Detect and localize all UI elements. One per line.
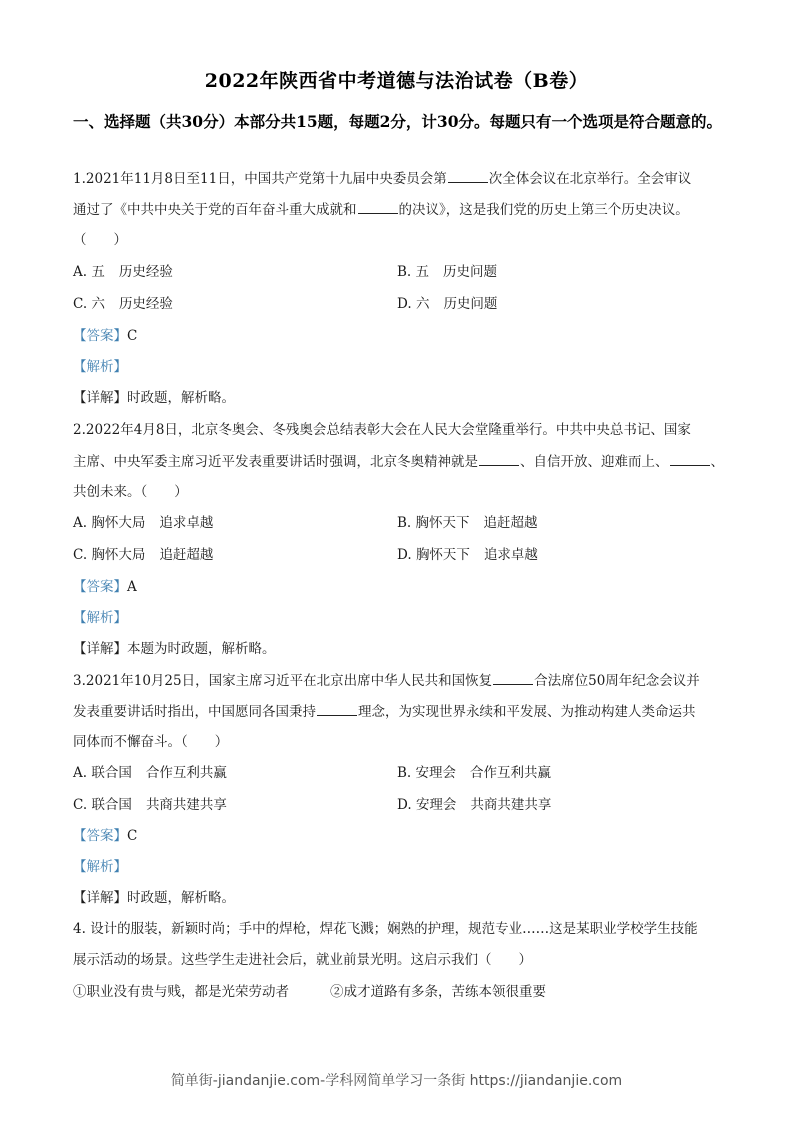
question-text: 的决议》，这是我们党的历史上第三个历史决议。: [398, 202, 689, 218]
option-c: [73, 795, 227, 815]
option-c: [73, 545, 213, 565]
detail-line: [73, 639, 733, 659]
option-text: 共商共建共享: [145, 797, 227, 813]
option-letter: C.: [73, 296, 88, 312]
fill-blank: [493, 670, 533, 685]
option-text: 联合国: [91, 765, 132, 781]
option-a: [73, 513, 213, 533]
option-text: 追求卓越: [483, 547, 538, 563]
option-text: 胸怀大局: [91, 547, 146, 563]
option-text: 合作互利共赢: [470, 765, 552, 781]
option-a: [73, 763, 227, 783]
option-letter: D.: [397, 547, 412, 563]
answer-tag: 【答案】: [73, 828, 127, 844]
question-3-line-2: [73, 701, 733, 722]
analysis-tag: 【解析】: [73, 859, 127, 875]
option-text: 胸怀天下: [415, 515, 470, 531]
option-text: 追求卓越: [159, 515, 214, 531]
analysis-tag: 【解析】: [73, 610, 127, 626]
answer-tag: 【答案】: [73, 328, 127, 344]
option-d: [397, 545, 538, 565]
question-text: 主席、中央军委主席习近平发表重要讲话时强调，北京冬奥精神就是: [73, 454, 478, 470]
answer-value: C: [127, 328, 138, 344]
question-text: 合法席位50周年纪念会议并: [534, 673, 700, 689]
detail-line: [73, 388, 733, 408]
fill-blank: [479, 451, 519, 466]
option-letter: A.: [73, 264, 88, 280]
footer-watermark: 简单街-jiandanjie.com-学科网简单学习一条街 https://jiandanjie.com: [170, 1073, 623, 1089]
question-4-line-1: [73, 919, 733, 939]
fill-blank: [317, 701, 357, 716]
question-text: 2021年11月8日至11日，中国共产党第十九届中央委员会第: [85, 171, 447, 187]
option-c: [73, 294, 173, 314]
option-text: 历史问题: [443, 296, 498, 312]
option-text: 胸怀大局: [91, 515, 146, 531]
answer-value: C: [127, 828, 138, 844]
detail-text: 时政题，解析略。: [127, 890, 235, 906]
answer-line: [73, 826, 733, 846]
option-letter: B.: [397, 515, 412, 531]
question-1-line-1: [73, 168, 733, 189]
question-number: 4.: [73, 921, 86, 937]
answer-line: [73, 577, 733, 597]
question-text: 展示活动的场景。这些学生走进社会后，就业前景光明。这启示我们（ ）: [73, 952, 532, 968]
question-text: 共创未来。（ ）: [73, 484, 188, 500]
option-letter: D.: [397, 296, 412, 312]
section-heading: 一、选择题（共30分）本部分共15题，每题2分，计30分。每题只有一个选项是符合题意的。: [73, 112, 722, 131]
question-4-line-2: [73, 950, 733, 970]
option-text: 共商共建共享: [470, 797, 552, 813]
option-text: 安理会: [415, 797, 457, 813]
question-2-line-2: [73, 451, 733, 472]
option-letter: A.: [73, 765, 88, 781]
option-d: [397, 294, 497, 314]
option-text: 五: [415, 264, 430, 280]
answer-tag: 【答案】: [73, 579, 127, 595]
option-text: 追赶超越: [159, 547, 214, 563]
detail-tag: 【详解】: [73, 641, 127, 657]
answer-parentheses: （ ）: [73, 232, 127, 248]
option-b: [397, 513, 538, 533]
option-text: 六: [91, 296, 105, 312]
fill-blank: [448, 168, 488, 183]
option-text: 合作互利共赢: [145, 765, 227, 781]
option-text: 五: [91, 264, 105, 280]
question-2-line-3: [73, 482, 733, 502]
option-letter: B.: [397, 264, 412, 280]
question-text: 通过了《中共中央关于党的百年奋斗重大成就和: [73, 202, 357, 218]
question-3-line-3: [73, 732, 733, 752]
fill-blank: [358, 199, 398, 214]
question-text: 设计的服装，新颖时尚；手中的焊枪，焊花飞溅；娴熟的护理，规范专业……这是某职业学校学生技能: [90, 921, 698, 937]
answer-value: A: [127, 579, 137, 595]
analysis-line: [73, 608, 733, 628]
answer-line: [73, 326, 733, 346]
question-text: 2022年4月8日，北京冬奥会、冬残奥会总结表彰大会在人民大会堂隆重举行。中共中央总书记、国家: [85, 422, 691, 438]
option-text: 历史经验: [118, 264, 173, 280]
option-a: [73, 262, 173, 282]
option-text: 历史问题: [443, 264, 498, 280]
detail-line: [73, 888, 733, 908]
detail-text: 时政题，解析略。: [127, 390, 235, 406]
question-text: 、: [710, 454, 724, 470]
option-text: 历史经验: [118, 296, 173, 312]
detail-tag: 【详解】: [73, 890, 127, 906]
question-number: 3.: [73, 673, 86, 689]
option-letter: D.: [397, 797, 412, 813]
option-b: [397, 262, 497, 282]
option-letter: A.: [73, 515, 88, 531]
question-text: 2021年10月25日，国家主席习近平在北京出席中华人民共和国恢复: [85, 673, 493, 689]
option-text: 六: [415, 296, 430, 312]
option-text: 胸怀天下: [415, 547, 470, 563]
question-number: 1.: [73, 171, 86, 187]
question-text: 、自信开放、迎难而上、: [520, 454, 669, 470]
fill-blank: [670, 451, 710, 466]
question-text: 理念，为实现世界永续和平发展、为推动构建人类命运共: [358, 704, 696, 720]
analysis-line: [73, 857, 733, 877]
statement-1: ①职业没有贵与贱，都是光荣劳动者: [73, 984, 289, 1000]
option-text: 安理会: [415, 765, 457, 781]
question-1-line-2: [73, 199, 733, 220]
question-2-line-1: [73, 420, 733, 440]
option-letter: C.: [73, 547, 88, 563]
page-title: 2022年陕西省中考道德与法治试卷（B卷）: [204, 70, 589, 92]
question-1-line-3: [73, 230, 733, 250]
option-letter: C.: [73, 797, 88, 813]
question-number: 2.: [73, 422, 86, 438]
question-text: 次全体会议在北京举行。全会审议: [488, 171, 692, 187]
question-text: 同体而不懈奋斗。（ ）: [73, 734, 229, 750]
option-letter: B.: [397, 765, 412, 781]
option-text: 追赶超越: [483, 515, 538, 531]
detail-text: 本题为时政题，解析略。: [127, 641, 276, 657]
statement-2: ②成才道路有多条，苦练本领很重要: [330, 984, 546, 1000]
analysis-tag: 【解析】: [73, 359, 127, 375]
option-text: 联合国: [91, 797, 132, 813]
question-3-line-1: [73, 670, 733, 691]
option-b: [397, 763, 551, 783]
analysis-line: [73, 357, 733, 377]
detail-tag: 【详解】: [73, 390, 127, 406]
option-d: [397, 795, 551, 815]
question-text: 发表重要讲话时指出，中国愿同各国秉持: [73, 704, 316, 720]
